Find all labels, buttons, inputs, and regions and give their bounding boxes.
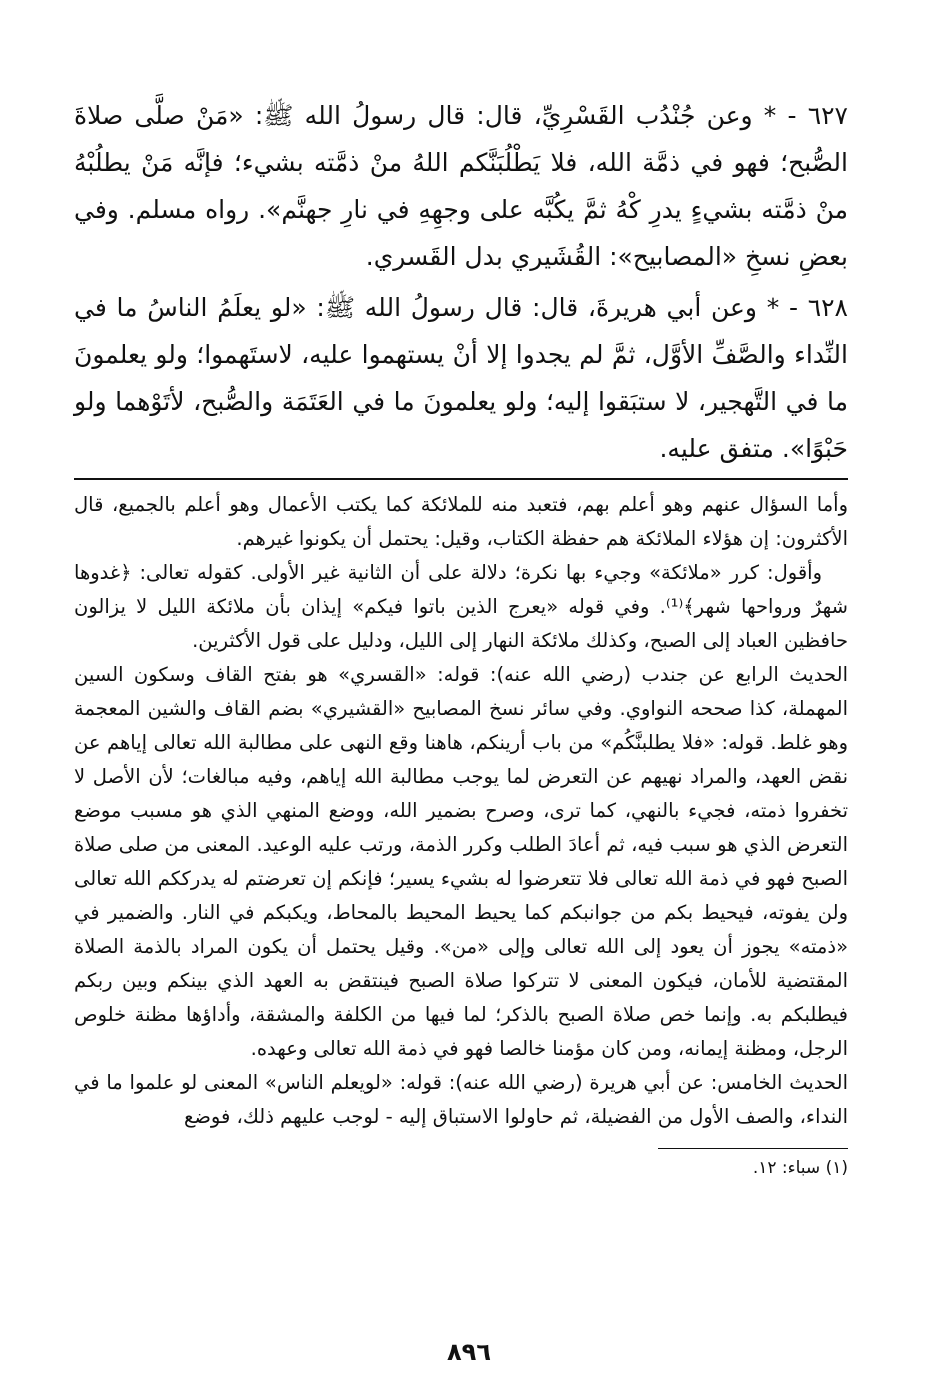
commentary-paragraph: الحديث الرابع عن جندب (رضي الله عنه): قوله: «القسري» هو بفتح القاف وسكون السين المهملة، كذا صححه النواوي. وفي سائر نسخ المصابيح «القشيري» بضم القاف والشين المعجمة وهو غلط. قوله: «فلا يطلبنَّكُم» من باب أرينكم، هاهنا وقع النهى على مطالبة الله تعالى إياهم عن نقض العهد، والمراد نهيهم عن التعرض لما يوجب مطالبة الله إياهم، وفيه مبالغات؛ لأن الأصل لا تخفروا ذمته، فجيء بالنهي، كما ترى، وصرح بضمير الله، ووضع المنهي الذي هو مسبب موضع التعرض الذي هو سبب فيه، ثم أعادَ الطلب وكرر الذمة، ورتب عليه الوعيد. المعنى من صلى صلاة الصبح فهو في ذمة الله تعالى فلا تتعرضوا له بشيء يسير؛ فإنكم إن تعرضتم له يدرككم الله تعالى ولن يفوته، فيحيط بكم من جوانبكم كما يحيط المحيط بالمحاط، ويكبكم في النار. والضمير في «ذمته» يجوز أن يعود إلى الله تعالى وإلى «من». وقيل يحتمل أن يكون المراد بالذمة الصلاة المقتضية للأمان، فيكون المعنى لا تتركوا صلاة الصبح فينتقض به العهد الذي بينكم وبين ربكم فيطلبكم به. وإنما خص صلاة الصبح بالذكر؛ لما فيها من الكلفة والمشقة، وأداؤها مظنة خلوص الرجل، ومظنة إيمانه، ومن كان مؤمنا خالصا فهو في ذمة الله تعالى وعهده. (74, 663, 848, 1060)
hadith-628: ٦٢٨ - * وعن أبي هريرةَ، قال: قال رسولُ الله ﷺ: «لو يعلَمُ الناسُ ما في النِّداء والصَّفِّ الأوَّل، ثمَّ لم يجدوا إلا أنْ يستهموا عليه، لاستَهموا؛ ولو يعلمونَ ما في التَّهجير، لا ستبَقوا إليه؛ ولو يعلمونَ ما في العَتَمَة والصُّبح، لأتَوْهما ولو حَبْوًا». متفق عليه. (74, 293, 848, 463)
footnote: (١) سباء: ١٢. (752, 1158, 848, 1178)
footnote-divider (658, 1148, 848, 1149)
hadith-627: ٦٢٧ - * وعن جُنْدُب القَسْرِيِّ، قال: قال رسولُ الله ﷺ: «مَنْ صلَّى صلاةَ الصُّبح؛ فهو في ذمَّة الله، فلا يَطْلُبَنَّكم اللهُ منْ ذمَّته بشيء؛ فإنَّه مَنْ يطلُبْهُ منْ ذمَّته بشيءٍ يدرِ كْهُ ثمَّ يكُبَّه على وجهِهِ في نارِ جهنَّم». رواه مسلم. وفي بعضِ نسخِ «المصابيح»: القُشَيري بدل القَسري. (74, 101, 848, 271)
section-divider (74, 478, 848, 480)
hadith-section (74, 92, 848, 472)
commentary-paragraph: وأما السؤال عنهم وهو أعلم بهم، فتعبد منه للملائكة كما يكتب الأعمال وهو أعلم بالجميع، قال الأكثرون: إن هؤلاء الملائكة هم حفظة الكتاب، وقيل: يحتمل أن يكونوا غيرهم. (74, 493, 848, 550)
page-number: ٨٩٦ (447, 1338, 491, 1366)
commentary-paragraph: الحديث الخامس: عن أبي هريرة (رضي الله عنه): قوله: «لويعلم الناس» المعنى لو علموا ما في النداء، والصف الأول من الفضيلة، ثم حاولوا الاستباق إليه - لوجب عليهم ذلك، فوضع (74, 1071, 848, 1128)
commentary-section (74, 488, 848, 1134)
page-body (74, 92, 848, 1181)
commentary-paragraph: وأقول: كرر «ملائكة» وجيء بها نكرة؛ دلالة على أن الثانية غير الأولى. كقوله تعالى: ﴿غدوها شهرٌ ورواحها شهر﴾⁽¹⁾. وفي قوله «يعرج الذين باتوا فيكم» إيذان بأن ملائكة الليل لا يزالون حافظين العباد إلى الصبح، وكذلك ملائكة النهار إلى الليل، ودليل على قول الأكثرين. (74, 561, 848, 652)
